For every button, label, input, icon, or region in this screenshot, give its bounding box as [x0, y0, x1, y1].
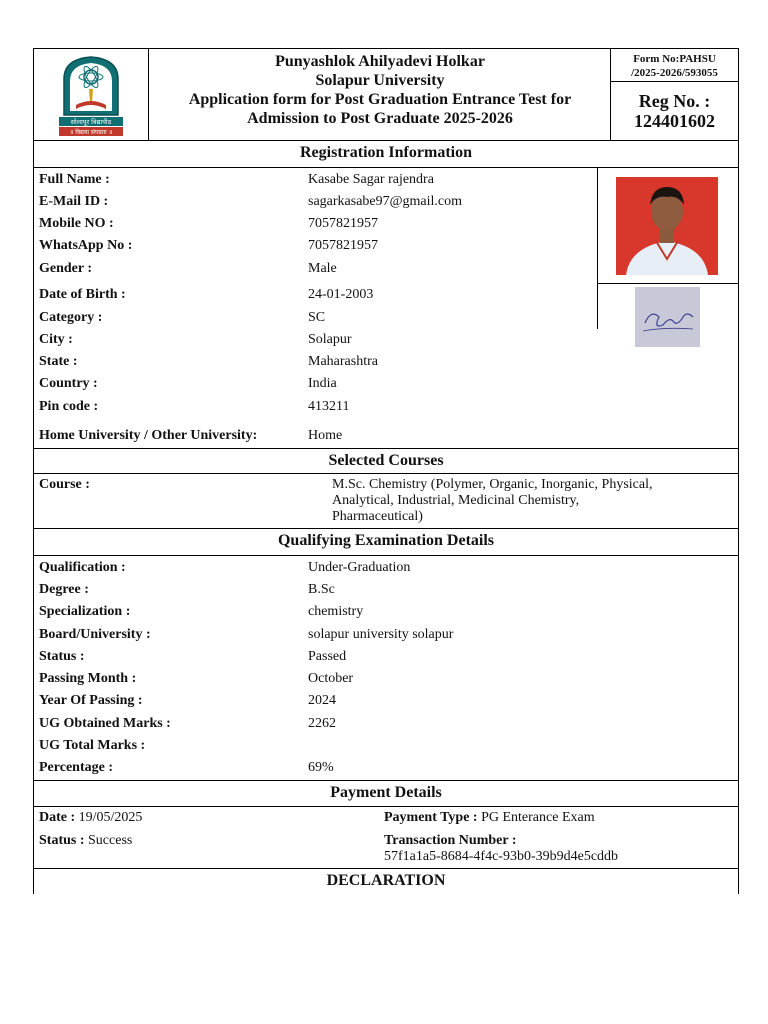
qualifying-section-title: Qualifying Examination Details	[277, 532, 495, 549]
transaction-number	[384, 833, 618, 865]
payment-type-value: PG Enterance Exam	[481, 810, 595, 825]
payment-status-value: Success	[88, 833, 133, 848]
year-of-passing-value: 2024	[308, 693, 336, 708]
status-label: Status :	[39, 649, 85, 664]
divider	[33, 167, 739, 168]
country-label: Country :	[39, 376, 98, 391]
courses-section-title: Selected Courses	[328, 452, 444, 469]
course-value-line3: Pharmaceutical)	[332, 509, 423, 524]
payment-section-title: Payment Details	[330, 784, 442, 801]
email-label: E-Mail ID :	[39, 194, 109, 209]
reg-number-label: Reg No. :	[638, 91, 711, 111]
ug-obtained-marks-value: 2262	[308, 716, 336, 731]
divider	[33, 806, 739, 807]
passing-month-label: Passing Month :	[39, 671, 137, 686]
course-value-line2: Analytical, Industrial, Medicinal Chemistry,	[332, 493, 580, 508]
mobile-value: 7057821957	[308, 216, 378, 231]
year-of-passing-label: Year Of Passing :	[39, 693, 143, 708]
board-university-value: solapur university solapur	[308, 627, 454, 642]
payment-status-label: Status :	[39, 833, 85, 848]
divider	[33, 448, 739, 449]
gender-value: Male	[308, 261, 337, 276]
divider	[33, 473, 739, 474]
ug-total-marks-label: UG Total Marks :	[39, 738, 146, 753]
specialization-label: Specialization :	[39, 604, 131, 619]
university-name-line2: Solapur University	[315, 72, 445, 89]
university-type-label: Home University / Other University:	[39, 428, 258, 443]
ug-obtained-marks-label: UG Obtained Marks :	[39, 716, 171, 731]
declaration-title: DECLARATION	[326, 872, 446, 889]
passing-month-value: October	[308, 671, 354, 686]
divider	[33, 555, 739, 556]
svg-text:॥ विद्यया संपन्नता ॥: ॥ विद्यया संपन्नता ॥	[69, 129, 113, 136]
full-name-label: Full Name :	[39, 172, 110, 187]
whatsapp-value: 7057821957	[308, 238, 378, 253]
photo-box-divider	[597, 283, 739, 284]
form-number-line2: /2025-2026/593055	[631, 67, 718, 79]
payment-type-label: Payment Type :	[384, 810, 478, 825]
applicant-signature	[635, 287, 700, 347]
degree-label: Degree :	[39, 582, 89, 597]
city-value: Solapur	[308, 332, 352, 347]
form-number	[612, 52, 737, 80]
qualification-label: Qualification :	[39, 560, 126, 575]
transaction-number-value: 57f1a1a5-8684-4f4c-93b0-39b9d4e5cddb	[384, 849, 619, 864]
qualification-value: Under-Graduation	[308, 560, 411, 575]
payment-date	[39, 810, 142, 826]
applicant-photo	[616, 177, 718, 275]
pincode-value: 413211	[308, 399, 350, 414]
payment-date-label: Date :	[39, 810, 76, 825]
divider	[33, 140, 739, 141]
course-label: Course :	[39, 477, 90, 492]
university-logo	[56, 53, 126, 137]
status-value: Passed	[308, 649, 347, 664]
divider	[33, 780, 739, 781]
degree-value: B.Sc	[308, 582, 335, 597]
country-value: India	[308, 376, 337, 391]
photo-box-left-border	[597, 167, 598, 329]
dob-label: Date of Birth :	[39, 287, 126, 302]
divider	[33, 528, 739, 529]
form-no-divider	[610, 81, 739, 82]
email-value: sagarkasabe97@gmail.com	[308, 194, 463, 209]
category-value: SC	[308, 310, 326, 325]
pincode-label: Pin code :	[39, 399, 99, 414]
gender-label: Gender :	[39, 261, 93, 276]
whatsapp-label: WhatsApp No :	[39, 238, 133, 253]
divider	[33, 868, 739, 869]
transaction-number-label: Transaction Number :	[384, 833, 517, 848]
form-title-line1: Application form for Post Graduation Entrance Test for	[188, 91, 572, 108]
state-value: Maharashtra	[308, 354, 378, 369]
header-divider-right	[610, 48, 611, 140]
payment-date-value: 19/05/2025	[78, 810, 143, 825]
header-title	[150, 52, 610, 128]
percentage-value: 69%	[308, 760, 334, 775]
state-label: State :	[39, 354, 78, 369]
course-value-line1: M.Sc. Chemistry (Polymer, Organic, Inorganic, Physical,	[332, 477, 653, 492]
dob-value: 24-01-2003	[308, 287, 374, 302]
board-university-label: Board/University :	[39, 627, 151, 642]
category-label: Category :	[39, 310, 103, 325]
university-name-line1: Punyashlok Ahilyadevi Holkar	[275, 53, 485, 70]
registration-number	[612, 91, 737, 131]
specialization-value: chemistry	[308, 604, 364, 619]
reg-number-value: 124401602	[634, 111, 715, 131]
payment-status	[39, 833, 132, 849]
city-label: City :	[39, 332, 73, 347]
form-number-line1: Form No:PAHSU	[633, 53, 716, 65]
form-title-line2: Admission to Post Graduate 2025-2026	[247, 110, 513, 127]
course-value	[332, 477, 653, 525]
full-name-value: Kasabe Sagar rajendra	[308, 172, 434, 187]
svg-text:सोलापूर विद्यापीठ: सोलापूर विद्यापीठ	[70, 118, 112, 126]
mobile-label: Mobile NO :	[39, 216, 114, 231]
university-type-value: Home	[308, 428, 343, 443]
registration-section-title: Registration Information	[300, 144, 472, 161]
header-divider-left	[148, 48, 149, 140]
payment-type	[384, 810, 595, 826]
percentage-label: Percentage :	[39, 760, 113, 775]
